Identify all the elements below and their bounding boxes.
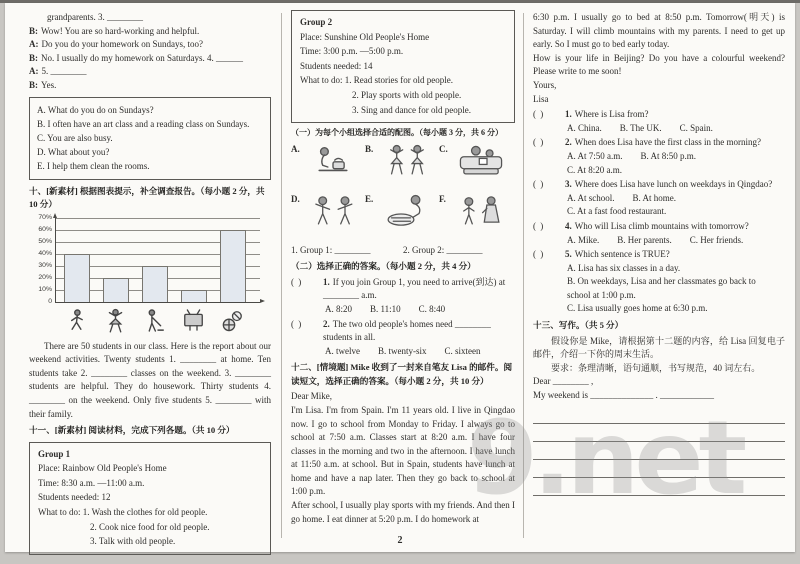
question-option: C. sixteen (444, 345, 481, 356)
options-box-line: D. What about you? (37, 147, 110, 158)
dialogue-text: Yes. (41, 79, 57, 90)
question (533, 248, 785, 316)
cooking-for-old-people-illustration (301, 143, 365, 179)
group-box-line: What to do: 1. Read stories for old people. (300, 75, 453, 86)
question-number: 4. (565, 220, 572, 231)
speaker-label: A: (29, 39, 39, 50)
question-stem: Where is Lisa from? (574, 109, 649, 120)
reading-question-list (533, 108, 785, 316)
question-number: 1. (323, 276, 330, 287)
letter-closing-paragraph: How is your life in Beijing? Do you have a colourful weekend? Please write to me soon! (533, 52, 785, 77)
picture-label: A. (291, 143, 300, 154)
group-box-line: 3. Sing and dance for old people. (352, 104, 471, 115)
chart-tick-label: 20% (38, 274, 52, 282)
reading-on-sofa-illustration (449, 143, 513, 179)
question (533, 108, 785, 135)
letter-yours: Yours, (533, 79, 557, 90)
answer-paren: ( ) (533, 109, 545, 120)
speaker-label: B: (29, 25, 38, 36)
dialogue-line (29, 25, 271, 39)
options-box-line: B. I often have an art class and a reading class on Sundays. (37, 118, 250, 129)
question-option: C. At a fast food restaurant. (567, 206, 667, 217)
question-option: C. At 8:20 a.m. (567, 164, 623, 175)
chart-tick-label: 10% (38, 286, 52, 294)
picture-answer-row (291, 244, 515, 258)
section-11-heading: 十一、[新素材] 阅读材料，完成下列各题。（共 10 分） (29, 425, 235, 436)
question-options (565, 262, 785, 316)
question-option: B. Her parents. (617, 234, 672, 245)
survey-chart-plot (55, 218, 260, 303)
question (533, 136, 785, 177)
question-stem: When does Lisa have the first class in the morning? (574, 137, 761, 148)
writing-blank-line (533, 442, 785, 460)
picture-label: D. (291, 193, 300, 204)
picture-cell (291, 142, 365, 192)
question (291, 318, 515, 359)
group-box-line: Students needed: 14 (300, 60, 373, 71)
dance-class-icon (102, 308, 128, 336)
question-option: A. At 7:50 a.m. (567, 150, 623, 161)
watermark-text: 9.net (467, 399, 743, 518)
watch-tv-icon (180, 308, 206, 336)
question-option: A. Mike. (567, 234, 600, 245)
left-column (29, 11, 271, 555)
picture-cell (439, 192, 513, 242)
letter-signature: Lisa (533, 93, 549, 104)
section-10-heading: 十、[新素材] 根据图表提示，补全调查报告。（每小题 2 分，共 10 分） (29, 185, 265, 210)
dialogue-line (29, 11, 271, 25)
column-divider-left (281, 13, 282, 538)
question-number: 2. (565, 137, 572, 148)
kids-playing-illustration (301, 193, 365, 229)
dancing-with-old-people-illustration (374, 143, 439, 179)
washing-clothes-illustration (374, 193, 439, 229)
section-13-heading: 十三、写作。（共 5 分） (533, 320, 624, 331)
writing-prompt: 假设你是 Mike，请根据第十二题的内容，给 Lisa 回复电子邮件，介绍一下你的周末生活。 (533, 335, 785, 360)
picture-cell (439, 142, 513, 192)
question-option: B. At home. (632, 192, 677, 203)
stay-home-icon (63, 308, 89, 336)
question-option: B. twenty-six (378, 345, 427, 356)
dialogue-line (29, 52, 271, 66)
picture-label: E. (365, 193, 374, 204)
group-box-line: Students needed: 12 (38, 492, 111, 503)
chart-tick-label: 0 (48, 298, 52, 306)
writing-requirements: 要求：条理清晰，语句通顺，书写规范，40 词左右。 (551, 362, 761, 373)
group2-box (291, 10, 515, 123)
picture-cell (365, 142, 439, 192)
answer-paren: ( ) (291, 318, 303, 329)
chart-gridline (56, 218, 260, 219)
question (533, 220, 785, 247)
chart-bar (64, 254, 90, 302)
x-axis-arrow-icon (260, 299, 265, 303)
group1-answer-blank: 1. Group 1: ________ (291, 244, 371, 255)
picture-label: F. (439, 193, 446, 204)
question-option: C. Her friends. (689, 234, 744, 245)
middle-column (291, 8, 515, 526)
middle-mcq-list (291, 276, 515, 359)
question-number: 2. (323, 318, 330, 329)
question-option: B. At 8:50 p.m. (640, 150, 697, 161)
question-stem: Where does Lisa have lunch on weekdays in Qingdao? (574, 179, 773, 190)
answer-paren: ( ) (533, 137, 545, 148)
dialogue-line (29, 65, 271, 79)
speaker-label: B: (29, 79, 38, 90)
question-options (565, 122, 785, 136)
question-options (323, 345, 515, 359)
options-box-line: E. I help them clean the rooms. (37, 161, 150, 172)
dialogue-text: Do you do your homework on Sundays, too? (41, 39, 203, 50)
right-column (533, 11, 785, 496)
writing-blank-line (533, 460, 785, 478)
question-number: 3. (565, 179, 572, 190)
part1-heading: （一）为每个小组选择合适的配图。（每小题 3 分，共 6 分） (291, 128, 503, 138)
question-option: A. 8:20 (325, 303, 352, 314)
question-number: 5. (565, 249, 572, 260)
dialogue-line (29, 38, 271, 52)
dialogue-text: 5. ________ (41, 66, 87, 77)
answer-paren: ( ) (533, 249, 545, 260)
y-axis-arrow-icon (53, 213, 57, 218)
writing-blank-line (533, 424, 785, 442)
question-option: A. At school. (567, 192, 615, 203)
group-box-line: 2. Play sports with old people. (352, 89, 462, 100)
dialogue-text: Wow! You are so hard-working and helpful. (41, 25, 200, 36)
question-option: C. Lisa usually goes home at 6:30 p.m. (567, 303, 708, 314)
group-box-line: Place: Rainbow Old People's Home (38, 463, 167, 474)
question (291, 276, 515, 317)
picture-grid (291, 142, 515, 242)
chart-tick-label: 30% (38, 262, 52, 270)
writing-blank-line (533, 478, 785, 496)
chart-tick-label: 50% (38, 238, 52, 246)
question (533, 178, 785, 219)
question-option: C. Spain. (679, 122, 713, 133)
answer-paren: ( ) (291, 276, 303, 287)
question-stem: Who will Lisa climb mountains with tomorrow? (574, 220, 749, 231)
report-paragraph: There are 50 students in our class. Here is the report about our weekend activities. Twenty students 1. ________ at home. Ten students take 2. ________ classes on the weekend. 3. ________ students are helpful. They do housework. Thirty students 4. ________ on the weekend. Only five students 5. ________ with their family. (29, 340, 271, 419)
column-divider-right (523, 13, 524, 538)
question-option: A. China. (567, 122, 602, 133)
group2-title: Group 2 (300, 17, 333, 27)
question-option: B. The UK. (619, 122, 662, 133)
options-box-line: A. What do you do on Sundays? (37, 104, 154, 115)
group2-lines (300, 30, 506, 118)
question-options (565, 234, 785, 248)
exam-paper-sheet (5, 3, 795, 552)
writing-dear-line: Dear ________ , (533, 376, 594, 387)
answer-paren: ( ) (533, 179, 545, 190)
chart-bar (181, 290, 207, 302)
writing-blank-lines (533, 406, 785, 496)
group-box-line: 3. Talk with old people. (90, 536, 176, 547)
group-box-line: Time: 8:30 a.m. —11:00 a.m. (38, 477, 145, 488)
question-options (323, 303, 515, 317)
talking-with-old-person-illustration (447, 193, 513, 229)
group-box-line: What to do: 1. Wash the clothes for old people. (38, 507, 208, 518)
letter-paragraph-1: I'm Lisa. I'm from Spain. I'm 11 years old. I live in Qingdao now. I go to school from Monday to Friday. I always go to school at 7:50 a.m. Classes start at 8:20 a.m. I have four classes in the morning and two in the afternoon. I have lunch at 11:50 a.m. at school. But in Spain, students have lunch at home and have a nap later. Then they go back to school at 1:00 p.m. (291, 404, 515, 497)
picture-label: C. (439, 143, 448, 154)
group-box-line: 2. Cook nice food for old people. (90, 521, 210, 532)
dialogue-text: grandparents. 3. ________ (47, 12, 143, 22)
group2-answer-blank: 2. Group 2: ________ (403, 244, 483, 255)
question-option: B. On weekdays, Lisa and her classmates go back to school at 1:00 p.m. (567, 276, 756, 300)
writing-weekend-line: My weekend is ______________ . ____________ (533, 389, 714, 400)
chart-tick-label: 60% (38, 226, 52, 234)
survey-bar-chart (29, 214, 269, 338)
question-option: A. Lisa has six classes in a day. (567, 262, 681, 273)
question-number: 1. (565, 109, 572, 120)
group-box-line: Time: 3:00 p.m. —5:00 p.m. (300, 46, 404, 57)
options-box (29, 97, 271, 180)
dialogue-text: No. I usually do my homework on Saturdays. 4. ______ (41, 52, 243, 63)
chart-bar (103, 278, 129, 302)
question-stem: If you join Group 1, you need to arrive(到达) at ________ a.m. (323, 276, 506, 301)
chart-tick-label: 40% (38, 250, 52, 258)
chart-bar (220, 230, 246, 302)
group1-title: Group 1 (38, 448, 71, 459)
question-stem: Which sentence is TRUE? (574, 249, 670, 260)
writing-blank-line (533, 406, 785, 424)
section-12-heading: 十二、[情境题] Mike 收到了一封来自笔友 Lisa 的邮件。阅读短文，选择正确的答案。（每小题 2 分，共 10 分） (291, 362, 513, 386)
question-options (565, 150, 785, 177)
question-option: A. twelve (325, 345, 360, 356)
question-option: B. 11:10 (370, 303, 401, 314)
letter-continuation: 6:30 p.m. I usually go to bed at 8:50 p.m. Tomorrow(明天) is Saturday. I will climb mountains with my parents. I need to get up early. So I must go to bed early today. (533, 12, 785, 50)
part2-heading: （二）选择正确的答案。（每小题 2 分，共 4 分） (291, 261, 476, 272)
chart-tick-label: 70% (38, 214, 52, 222)
question-stem: The two old people's homes need ________ students in all. (323, 318, 491, 343)
picture-label: B. (365, 143, 374, 154)
picture-cell (291, 192, 365, 242)
options-box-line: C. You are also busy. (37, 132, 113, 143)
letter-paragraph-2: After school, I usually play sports with my friends. And then I go home. I eat dinner at 5:20 p.m. I do homework at (291, 500, 515, 524)
answer-paren: ( ) (533, 220, 545, 231)
group-box-line: Place: Sunshine Old People's Home (300, 31, 430, 42)
page-number: 2 (397, 535, 403, 546)
question-options (565, 192, 785, 219)
dialogue-line (29, 79, 271, 93)
play-sports-icon (219, 308, 245, 336)
housework-icon (141, 308, 167, 336)
speaker-label: A: (29, 66, 39, 77)
dialogue (29, 11, 271, 93)
letter-salutation: Dear Mike, (291, 391, 332, 402)
chart-bar (142, 266, 168, 302)
speaker-label: B: (29, 52, 38, 63)
question-option: C. 8:40 (418, 303, 446, 314)
picture-cell (365, 192, 439, 242)
